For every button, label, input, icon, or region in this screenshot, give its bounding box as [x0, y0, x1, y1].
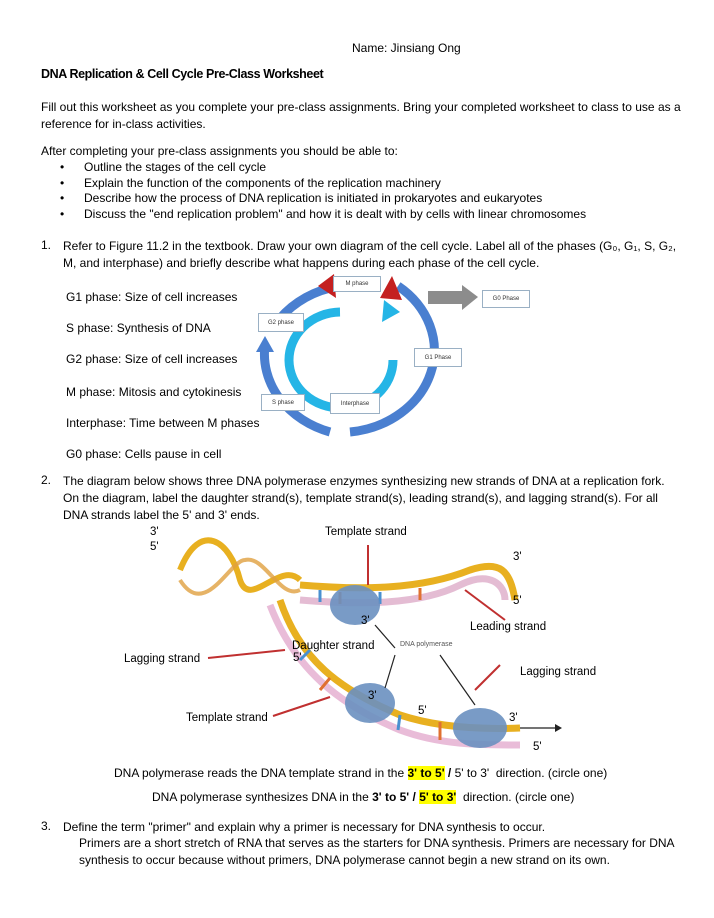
- label-5prime-right: 5': [513, 595, 522, 607]
- label-5prime-bottom: 5': [418, 705, 427, 717]
- q2-prompt: The diagram below shows three DNA polymerase enzymes synthesizing new strands of DNA at a replication fork. On the diagram, label the daughter strand(s), template strand(s), leading strand(s), and lagging strand(s). For all DNA strands label the 5' and 3' ends.: [63, 474, 665, 522]
- label-5prime-bottom-right: 5': [533, 741, 542, 753]
- q2-number: 2.: [41, 473, 52, 487]
- read-option-3to5[interactable]: 3' to 5': [407, 766, 445, 780]
- label-3prime-top-left: 3': [150, 526, 159, 538]
- label-lagging-strand-right: Lagging strand: [520, 666, 597, 678]
- interphase-box: Interphase: [330, 393, 380, 414]
- q3-prompt: Define the term "primer" and explain why a primer is necessary for DNA synthesis to occur.: [63, 820, 546, 834]
- label-5prime-daughter: 5': [293, 652, 302, 664]
- synth-sentence-suffix: direction. (circle one): [462, 790, 575, 804]
- s-phase-box: S phase: [261, 394, 305, 411]
- synth-option-3to5[interactable]: 3' to 5': [372, 790, 410, 804]
- student-name: Name: Jinsiang Ong: [352, 41, 461, 55]
- objectives-intro: After completing your pre-class assignments you should be able to:: [41, 144, 398, 158]
- label-lagging-strand-left: Lagging strand: [124, 653, 201, 665]
- g2-phase-box: G2 phase: [258, 313, 304, 332]
- read-sentence-suffix: direction. (circle one): [495, 766, 608, 780]
- label-leading-strand: Leading strand: [470, 621, 547, 633]
- label-daughter-strand: Daughter strand: [292, 640, 375, 652]
- q1-answer-s: S phase: Synthesis of DNA: [66, 321, 211, 335]
- synth-separator: /: [412, 790, 416, 804]
- g0-phase-box: G0 Phase: [482, 290, 530, 308]
- read-sentence-prefix: DNA polymerase reads the DNA template strand in the: [114, 766, 405, 780]
- synth-direction-sentence: [152, 790, 574, 804]
- read-direction-sentence: [114, 766, 607, 780]
- list-item: • Explain the function of the components of the replication machinery: [60, 176, 586, 192]
- synth-option-5to3[interactable]: 5' to 3': [419, 790, 457, 804]
- read-separator: /: [447, 766, 452, 780]
- q3-answer: Primers are a short stretch of RNA that serves as the starters for DNA synthesis. Primers are necessary for DNA synthesis to occur because without primers, DNA polymerase cannot begin a new strand on its own.: [79, 836, 674, 867]
- polymerase-top: [330, 585, 380, 625]
- synth-sentence-prefix: DNA polymerase synthesizes DNA in the: [152, 790, 369, 804]
- label-template-strand-bottom: Template strand: [186, 712, 268, 724]
- q1-answer-m: M phase: Mitosis and cytokinesis: [66, 385, 242, 399]
- polymerase-bottom-left: [345, 683, 395, 723]
- q1-answer-g2: G2 phase: Size of cell increases: [66, 352, 238, 366]
- list-item: • Describe how the process of DNA replication is initiated in prokaryotes and eukaryotes: [60, 191, 586, 207]
- label-3prime-bottom: 3': [368, 690, 377, 702]
- label-3prime-right: 3': [513, 551, 522, 563]
- label-5prime-top-left: 5': [150, 541, 159, 553]
- list-item: • Discuss the "end replication problem" and how it is dealt with by cells with linear chromosomes: [60, 207, 586, 223]
- list-item: • Outline the stages of the cell cycle: [60, 160, 586, 176]
- worksheet-title: DNA Replication & Cell Cycle Pre-Class Worksheet: [41, 67, 324, 81]
- q1-answer-g1: G1 phase: Size of cell increases: [66, 290, 238, 304]
- q1-answer-interphase: Interphase: Time between M phases: [66, 416, 260, 430]
- q1-answer-g0: G0 phase: Cells pause in cell: [66, 447, 222, 461]
- g1-phase-box: G1 Phase: [414, 348, 462, 367]
- q1-prompt: Refer to Figure 11.2 in the textbook. Draw your own diagram of the cell cycle. Label all of the phases (G₀, G₁, S, G₂, M, and interphase) and briefly describe what happens during each phase of the cell cycle.: [63, 239, 677, 270]
- read-option-5to3[interactable]: 5' to 3': [454, 766, 490, 780]
- q1-number: 1.: [41, 238, 52, 252]
- label-3prime-bottom-right: 3': [509, 712, 518, 724]
- polymerase-bottom-right: [453, 708, 507, 748]
- label-template-strand-top: Template strand: [325, 526, 407, 538]
- intro-paragraph: Fill out this worksheet as you complete your pre-class assignments. Bring your completed worksheet to class to use as a reference for in-class activities.: [41, 100, 681, 131]
- q3-number: 3.: [41, 819, 52, 833]
- label-dna-polymerase: DNA polymerase: [400, 641, 453, 648]
- label-3prime-mid: 3': [361, 615, 370, 627]
- m-phase-box: M phase: [333, 276, 381, 292]
